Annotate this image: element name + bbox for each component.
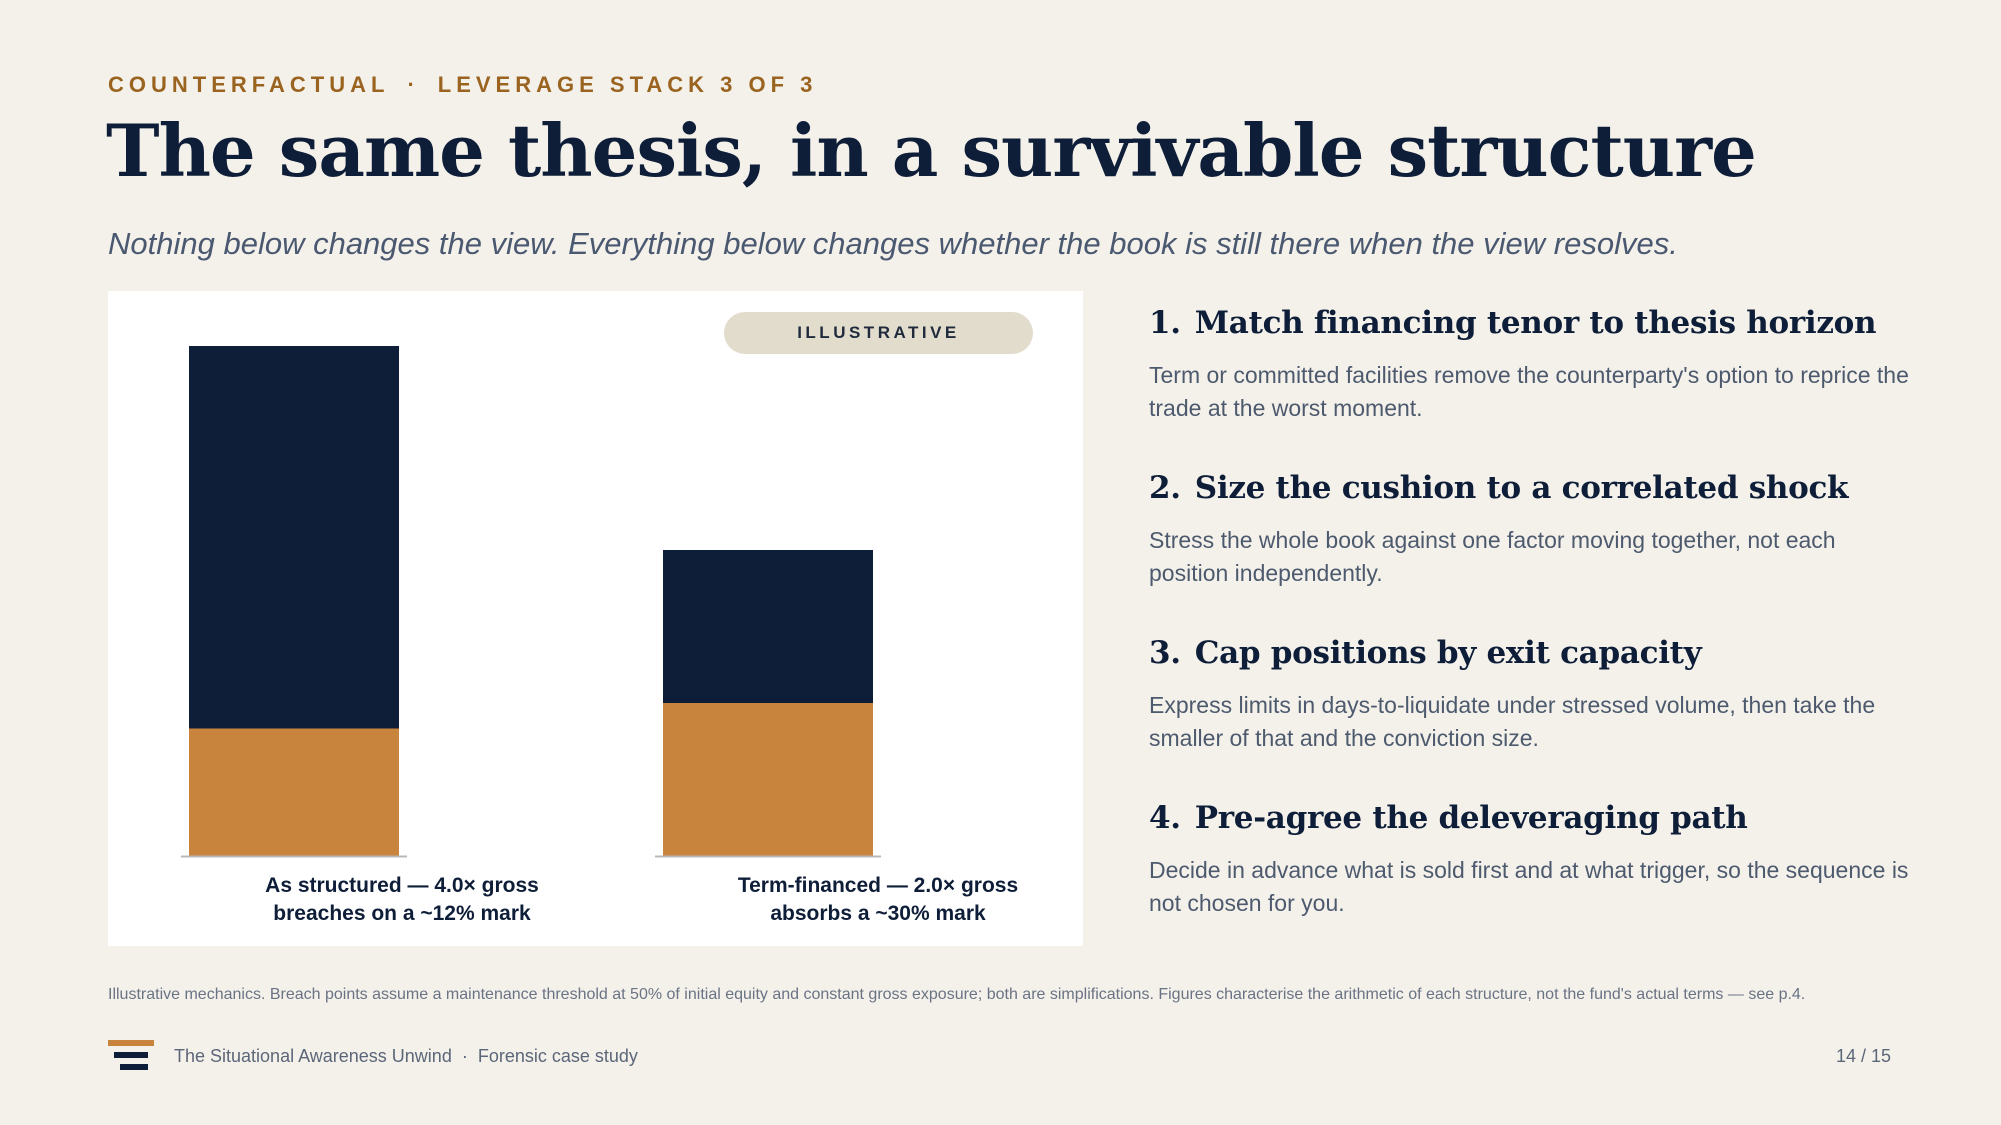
- step-title-text: Cap positions by exit capacity: [1194, 635, 1702, 671]
- eyebrow: [108, 72, 817, 98]
- bar-label-line: absorbs a ~30% mark: [770, 902, 986, 925]
- step-number: 1.: [1149, 305, 1181, 341]
- bar-label-term-financed: [688, 872, 1068, 928]
- chart-card: [108, 291, 1083, 946]
- eyebrow-left: COUNTERFACTUAL: [108, 72, 390, 97]
- bar-2-segment-2: [663, 550, 873, 703]
- step-title: [1149, 470, 1909, 506]
- step-4: [1149, 800, 1909, 920]
- bar-2-segment-1: [663, 703, 873, 856]
- step-number: 4.: [1149, 800, 1181, 836]
- footnote: Illustrative mechanics. Breach points assume a maintenance threshold at 50% of initial equity and constant gross exposure; both are simplifications. Figures characterise the arithmetic of each structure, not the fund's actual terms — see p.4.: [108, 986, 1806, 1003]
- step-2: [1149, 470, 1909, 590]
- step-title: [1149, 305, 1909, 341]
- bar-label-line: As structured — 4.0× gross: [265, 874, 539, 897]
- step-description: Stress the whole book against one factor moving together, not each position independently.: [1149, 527, 1836, 586]
- page-number: 14 / 15: [1835, 1046, 1891, 1066]
- step-description: Decide in advance what is sold first and at what trigger, so the sequence is not chosen for you.: [1149, 857, 1909, 916]
- eyebrow-separator: ·: [407, 72, 420, 97]
- footer-section: Forensic case study: [477, 1046, 638, 1066]
- bar-label-line: Term-financed — 2.0× gross: [737, 874, 1019, 897]
- bar-label-line: breaches on a ~12% mark: [273, 902, 531, 925]
- step-description: Express limits in days-to-liquidate under stressed volume, then take the smaller of that and the conviction size.: [1149, 692, 1876, 751]
- step-1: [1149, 305, 1909, 425]
- step-description: Term or committed facilities remove the counterparty's option to reprice the trade at the worst moment.: [1149, 362, 1909, 421]
- step-title-text: Size the cushion to a correlated shock: [1194, 470, 1849, 506]
- eyebrow-right: LEVERAGE STACK 3 OF 3: [437, 72, 818, 97]
- stacked-bar-chart: [108, 291, 1083, 946]
- step-title-text: Match financing tenor to thesis horizon: [1194, 305, 1877, 341]
- footer-deck-info: [174, 1046, 638, 1067]
- page-title: The same thesis, in a survivable structure: [106, 108, 1756, 193]
- step-number: 3.: [1149, 635, 1181, 671]
- page-subtitle: Nothing below changes the view. Everything below changes whether the book is still there when the view resolves.: [108, 226, 1678, 261]
- bar-label-as-structured: [212, 872, 592, 928]
- bar-1-segment-2: [189, 346, 399, 729]
- step-number: 2.: [1149, 470, 1181, 506]
- stack-logo-icon: [108, 1040, 154, 1072]
- step-title-text: Pre-agree the deleveraging path: [1194, 800, 1748, 836]
- step-3: [1149, 635, 1909, 755]
- step-title: [1149, 635, 1909, 671]
- bar-1-segment-1: [189, 729, 399, 857]
- step-title: [1149, 800, 1909, 836]
- illustrative-badge: ILLUSTRATIVE: [724, 312, 1033, 354]
- footer-separator: ·: [461, 1046, 468, 1066]
- footer-deck-title: The Situational Awareness Unwind: [174, 1046, 452, 1066]
